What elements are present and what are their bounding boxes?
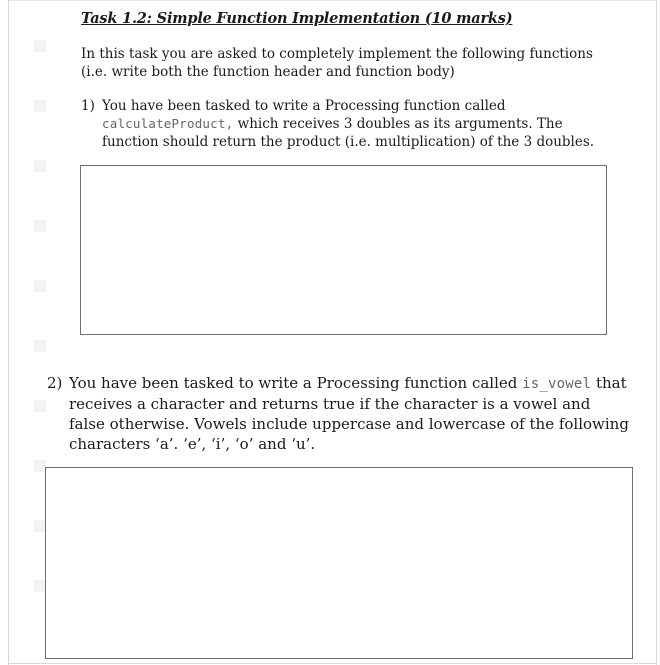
margin-marker [34, 280, 46, 292]
question-2-number: 2) [47, 374, 63, 392]
margin-marker [34, 340, 46, 352]
question-2-answer-box[interactable] [45, 467, 633, 659]
question-1-text-before: You have been tasked to write a Processing function called [102, 98, 506, 114]
question-2-text-after: that receives a character and returns true if the character is a vowel and false otherwise. Vowels include uppercase and lowercase of the following characters ‘a’. ‘e’, ‘i’, ‘o’ and ‘u’. [69, 374, 629, 453]
question-1-function-name: calculateProduct, [102, 116, 234, 131]
question-1-answer-box[interactable] [80, 165, 607, 335]
question-1-text [102, 97, 622, 151]
question-2-function-name: is_vowel [522, 376, 592, 392]
page-border-top [8, 0, 656, 1]
question-1-text-after: which receives 3 doubles as its arguments. The function should return the product (i.e. multiplication) of the 3 doubles. [102, 116, 595, 150]
page-border-right [656, 0, 657, 665]
task-intro: In this task you are asked to completely implement the following functions (i.e. write both the function header and function body) [81, 46, 593, 80]
margin-marker [34, 100, 46, 112]
question-1-number: 1) [81, 98, 95, 114]
question-2-text [69, 373, 629, 454]
task-title: Task 1.2: Simple Function Implementation (10 marks) [81, 10, 513, 27]
margin-marker [34, 160, 46, 172]
page-border-bottom [8, 663, 656, 664]
margin-marker [34, 220, 46, 232]
page-border-left [8, 0, 9, 665]
margin-marker [34, 400, 46, 412]
question-2-text-before: You have been tasked to write a Processing function called [69, 374, 523, 392]
margin-marker [34, 40, 46, 52]
